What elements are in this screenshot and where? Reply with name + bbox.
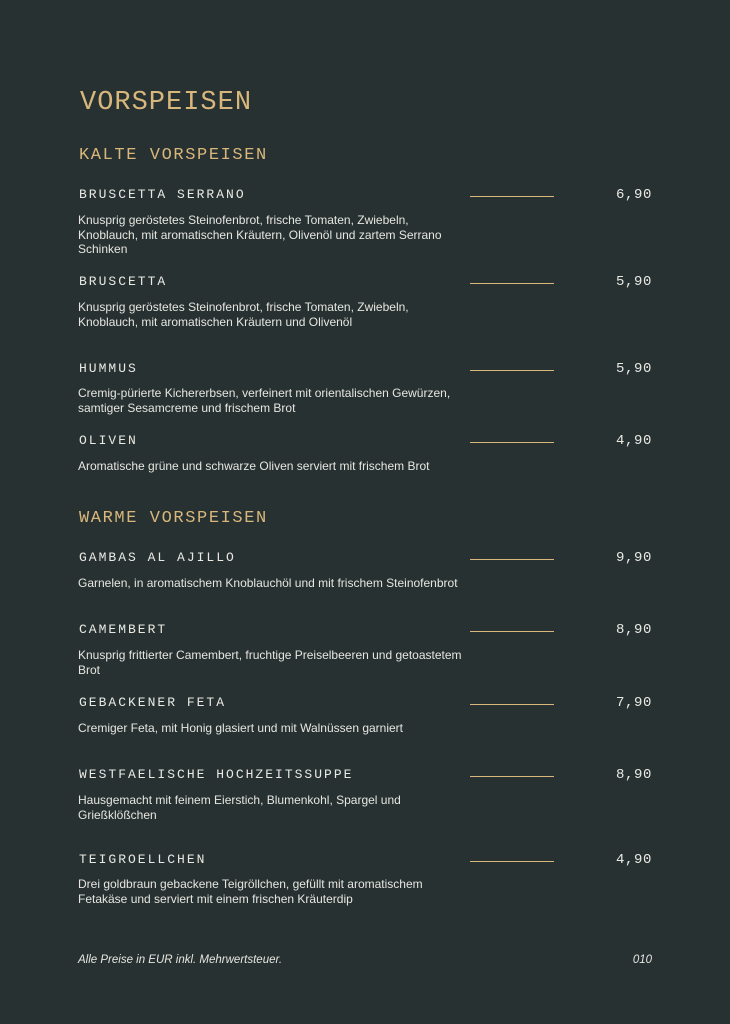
price-leader-line — [470, 370, 554, 371]
item-description: Drei goldbraun gebackene Teigröllchen, gefüllt mit aromatischem Fetakäse und serviert mit einem frischen Kräuterdip — [78, 877, 423, 906]
item-name: TEIGROELLCHEN — [79, 852, 207, 867]
item-name: BRUSCETTA SERRANO — [79, 187, 246, 202]
item-description: Cremig-pürierte Kichererbsen, verfeinert mit orientalischen Gewürzen, samtiger Sesamcreme und frischem Brot — [78, 386, 451, 415]
item-description: Knusprig frittierter Camembert, fruchtige Preiselbeeren und getoastetem Brot — [78, 648, 462, 677]
price-leader-line — [470, 196, 554, 197]
item-description: Cremiger Feta, mit Honig glasiert und mit Walnüssen garniert — [78, 721, 404, 735]
section-title-warme-vorspeisen: WARME VORSPEISEN — [79, 509, 268, 528]
item-price: 6,90 — [615, 187, 652, 203]
item-price: 5,90 — [615, 274, 652, 290]
section-title-kalte-vorspeisen: KALTE VORSPEISEN — [79, 146, 268, 165]
item-name: GEBACKENER FETA — [79, 695, 227, 710]
item-name: BRUSCETTA — [79, 274, 168, 289]
price-leader-line — [470, 559, 554, 560]
item-name: WESTFAELISCHE HOCHZEITSSUPPE — [79, 767, 354, 782]
price-leader-line — [470, 442, 554, 443]
item-description: Aromatische grüne und schwarze Oliven serviert mit frischem Brot — [78, 459, 430, 473]
item-price: 5,90 — [615, 361, 652, 377]
price-leader-line — [470, 861, 554, 862]
item-price: 8,90 — [615, 767, 652, 783]
item-price: 4,90 — [615, 433, 652, 449]
item-price: 8,90 — [615, 622, 652, 638]
price-leader-line — [470, 631, 554, 632]
price-leader-line — [470, 776, 554, 777]
item-name: GAMBAS AL AJILLO — [79, 550, 236, 565]
price-leader-line — [470, 283, 554, 284]
item-description: Knusprig geröstetes Steinofenbrot, frische Tomaten, Zwiebeln, Knoblauch, mit aromatischen Kräutern, Olivenöl und zartem Serrano Schinken — [78, 213, 442, 256]
item-description: Hausgemacht mit feinem Eierstich, Blumenkohl, Spargel und Grießklößchen — [78, 793, 401, 822]
item-name: CAMEMBERT — [79, 622, 168, 637]
item-price: 7,90 — [615, 695, 652, 711]
footer-note: Alle Preise in EUR inkl. Mehrwertsteuer. — [78, 954, 283, 966]
item-price: 4,90 — [615, 852, 652, 868]
item-name: HUMMUS — [79, 361, 138, 376]
item-description: Garnelen, in aromatischem Knoblauchöl und mit frischem Steinofenbrot — [78, 576, 458, 590]
price-leader-line — [470, 704, 554, 705]
item-description: Knusprig geröstetes Steinofenbrot, frische Tomaten, Zwiebeln, Knoblauch, mit aromatischen Kräutern und Olivenöl — [78, 300, 409, 329]
item-name: OLIVEN — [79, 433, 138, 448]
page-number: 010 — [632, 954, 652, 966]
item-price: 9,90 — [615, 550, 652, 566]
page-title: VORSPEISEN — [80, 88, 253, 118]
